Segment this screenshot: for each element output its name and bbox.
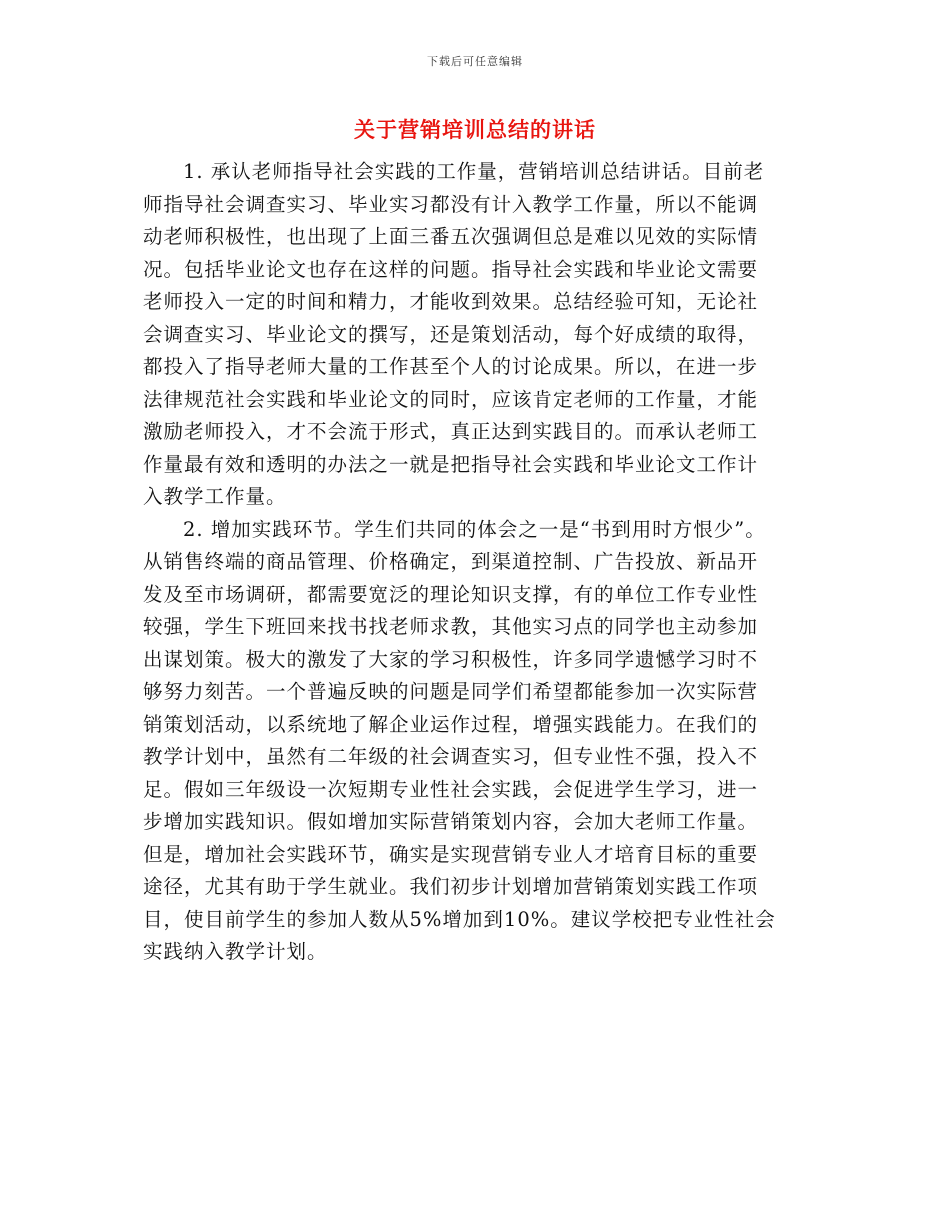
text-line: 教学计划中，虽然有二年级的社会调查实习，但专业性不强，投入不 bbox=[143, 745, 759, 768]
text-line: 足。假如三年级设一次短期专业性社会实践，会促进学生学习，进一 bbox=[143, 777, 759, 801]
text-line: 都投入了指导老师大量的工作甚至个人的讨论成果。所以，在进一步 bbox=[143, 355, 759, 378]
text-line: 会调查实习、毕业论文的撰写，还是策划活动，每个好成绩的取得， bbox=[143, 322, 759, 346]
text-line: 况。包括毕业论文也存在这样的问题。指导社会实践和毕业论文需要 bbox=[143, 257, 759, 281]
text-line: 动老师积极性，也出现了上面三番五次强调但总是难以见效的实际情 bbox=[143, 225, 759, 248]
text-line: 1. 承认老师指导社会实践的工作量，营销培训总结讲话。目前老 bbox=[183, 160, 765, 183]
document-body bbox=[143, 156, 803, 969]
paragraph-1 bbox=[143, 156, 803, 514]
text-line: 作量最有效和透明的办法之一就是把指导社会实践和毕业论文工作计 bbox=[143, 452, 759, 476]
document-title: 关于营销培训总结的讲话 bbox=[354, 117, 596, 142]
text-line: 销策划活动，以系统地了解企业运作过程，增强实践能力。在我们的 bbox=[143, 712, 759, 736]
text-line: 步增加实践知识。假如增加实际营销策划内容，会加大老师工作量。 bbox=[143, 810, 759, 833]
text-line: 老师投入一定的时间和精力，才能收到效果。总结经验可知，无论社 bbox=[143, 290, 759, 313]
text-line: 入教学工作量。 bbox=[143, 485, 287, 508]
header-note: 下载后可任意编辑 bbox=[427, 55, 523, 68]
text-line: 从销售终端的商品管理、价格确定，到渠道控制、广告投放、新品开 bbox=[143, 550, 759, 573]
text-line: 够努力刻苦。一个普遍反映的问题是同学们希望都能参加一次实际营 bbox=[143, 680, 759, 703]
text-line: 师指导社会调查实习、毕业实习都没有计入教学工作量，所以不能调 bbox=[143, 192, 759, 216]
text-line: 发及至市场调研，都需要宽泛的理论知识支撑，有的单位工作专业性 bbox=[143, 582, 759, 606]
text-line: 法律规范社会实践和毕业论文的同时，应该肯定老师的工作量，才能 bbox=[143, 387, 759, 411]
text-line: 出谋划策。极大的激发了大家的学习积极性，许多同学遗憾学习时不 bbox=[143, 647, 759, 671]
text-line: 较强，学生下班回来找书找老师求教，其他实习点的同学也主动参加 bbox=[143, 615, 759, 638]
text-line: 目，使目前学生的参加人数从5%增加到10%。建议学校把专业性社会 bbox=[143, 907, 776, 931]
paragraph-2 bbox=[143, 514, 803, 969]
text-line: 2. 增加实践环节。学生们共同的体会之一是“书到用时方恨少”。 bbox=[183, 517, 766, 541]
text-line: 实践纳入教学计划。 bbox=[143, 940, 328, 963]
text-line: 激励老师投入，才不会流于形式，真正达到实践目的。而承认老师工 bbox=[143, 420, 759, 443]
text-line: 但是，增加社会实践环节，确实是实现营销专业人才培育目标的重要 bbox=[143, 842, 759, 866]
text-line: 途径，尤其有助于学生就业。我们初步计划增加营销策划实践工作项 bbox=[143, 875, 759, 898]
